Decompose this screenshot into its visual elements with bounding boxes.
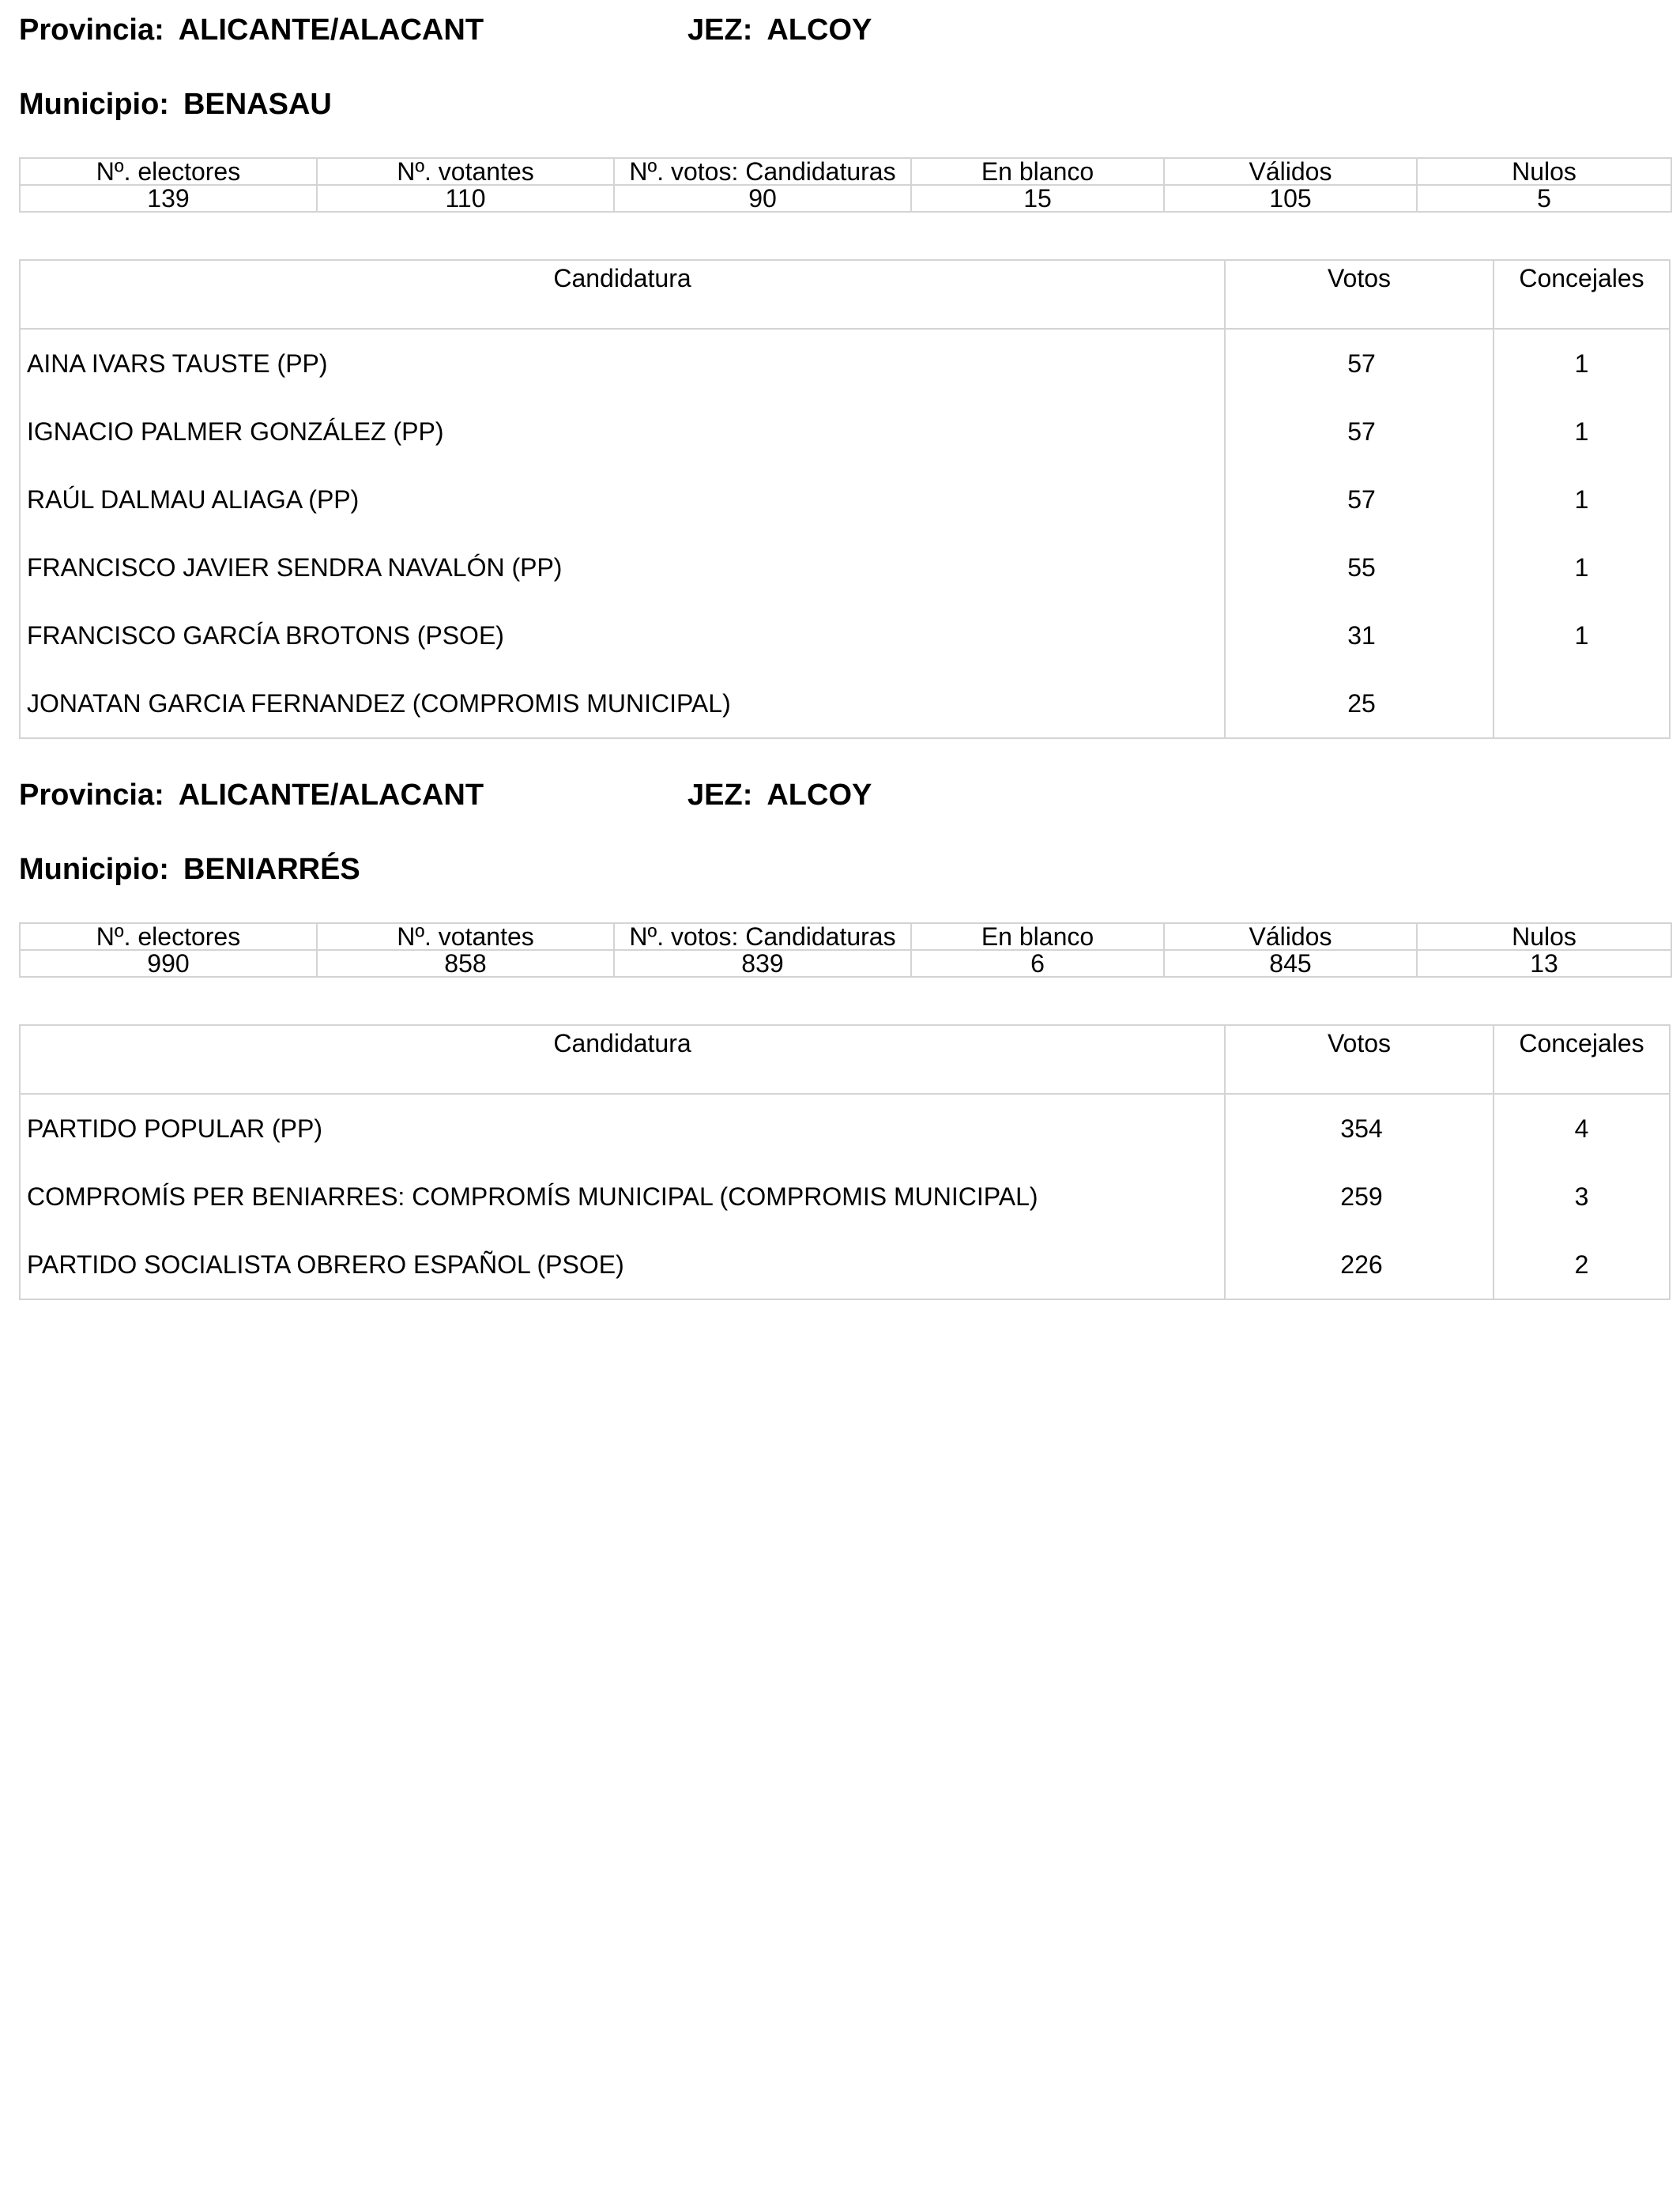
municipio-label: Municipio: <box>19 853 169 886</box>
summary-value-electores: 990 <box>20 950 317 977</box>
jez-value: ALCOY <box>767 13 872 47</box>
table-row <box>20 1163 1670 1231</box>
summary-table <box>19 922 1672 978</box>
summary-value-validos: 845 <box>1164 950 1417 977</box>
votos-cell: 55 <box>1225 533 1494 601</box>
votos-cell: 57 <box>1225 398 1494 466</box>
summary-header-votos-candidaturas: Nº. votos: Candidaturas <box>614 158 911 185</box>
table-row <box>20 533 1670 601</box>
candidatura-cell: PARTIDO POPULAR (PP) <box>20 1094 1225 1163</box>
votos-cell: 259 <box>1225 1163 1494 1231</box>
summary-value-nulos: 13 <box>1417 950 1671 977</box>
concejales-cell: 2 <box>1494 1231 1670 1299</box>
provincia-label: Provincia: <box>19 778 164 812</box>
concejales-cell: 1 <box>1494 601 1670 669</box>
summary-header-validos: Válidos <box>1164 158 1417 185</box>
summary-value-votos-candidaturas: 839 <box>614 950 911 977</box>
jez-label: JEZ: <box>687 13 753 47</box>
summary-header-nulos: Nulos <box>1417 158 1671 185</box>
summary-value-electores: 139 <box>20 185 317 212</box>
header-concejales: Concejales <box>1494 260 1670 329</box>
summary-value-validos: 105 <box>1164 185 1417 212</box>
header-candidatura: Candidatura <box>20 1025 1225 1094</box>
municipio-value: BENASAU <box>183 88 332 121</box>
summary-value-row <box>20 950 1671 977</box>
header-concejales: Concejales <box>1494 1025 1670 1094</box>
votos-cell: 25 <box>1225 669 1494 738</box>
municipio-line <box>19 85 332 123</box>
provincia-value: ALICANTE/ALACANT <box>178 13 484 47</box>
summary-value-votantes: 858 <box>317 950 614 977</box>
concejales-cell: 4 <box>1494 1094 1670 1163</box>
summary-header-votantes: Nº. votantes <box>317 158 614 185</box>
summary-value-en-blanco: 6 <box>911 950 1164 977</box>
concejales-cell: 1 <box>1494 533 1670 601</box>
votos-cell: 57 <box>1225 329 1494 398</box>
header-votos: Votos <box>1225 1025 1494 1094</box>
summary-header-en-blanco: En blanco <box>911 158 1164 185</box>
table-row <box>20 329 1670 398</box>
municipio-line <box>19 850 360 888</box>
summary-header-votos-candidaturas: Nº. votos: Candidaturas <box>614 923 911 950</box>
summary-value-en-blanco: 15 <box>911 185 1164 212</box>
concejales-cell: 1 <box>1494 329 1670 398</box>
concejales-cell: 1 <box>1494 398 1670 466</box>
table-row <box>20 601 1670 669</box>
summary-header-votantes: Nº. votantes <box>317 923 614 950</box>
votos-cell: 31 <box>1225 601 1494 669</box>
table-row <box>20 466 1670 533</box>
results-table <box>19 1024 1671 1300</box>
jez-label: JEZ: <box>687 778 753 812</box>
table-row <box>20 398 1670 466</box>
candidatura-cell: FRANCISCO JAVIER SENDRA NAVALÓN (PP) <box>20 533 1225 601</box>
jez-value: ALCOY <box>767 778 872 812</box>
candidatura-cell: IGNACIO PALMER GONZÁLEZ (PP) <box>20 398 1225 466</box>
votos-cell: 57 <box>1225 466 1494 533</box>
candidatura-cell: JONATAN GARCIA FERNANDEZ (COMPROMIS MUNICIPAL) <box>20 669 1225 738</box>
summary-header-row <box>20 158 1671 185</box>
header-votos: Votos <box>1225 260 1494 329</box>
header-candidatura: Candidatura <box>20 260 1225 329</box>
candidatura-cell: AINA IVARS TAUSTE (PP) <box>20 329 1225 398</box>
summary-header-electores: Nº. electores <box>20 158 317 185</box>
summary-header-electores: Nº. electores <box>20 923 317 950</box>
concejales-cell: 3 <box>1494 1163 1670 1231</box>
summary-header-nulos: Nulos <box>1417 923 1671 950</box>
summary-header-row <box>20 923 1671 950</box>
summary-header-validos: Válidos <box>1164 923 1417 950</box>
candidatura-cell: PARTIDO SOCIALISTA OBRERO ESPAÑOL (PSOE) <box>20 1231 1225 1299</box>
jez-block <box>687 776 872 814</box>
candidatura-cell: FRANCISCO GARCÍA BROTONS (PSOE) <box>20 601 1225 669</box>
results-table <box>19 259 1671 739</box>
summary-table <box>19 157 1672 213</box>
concejales-cell: 1 <box>1494 466 1670 533</box>
summary-value-votos-candidaturas: 90 <box>614 185 911 212</box>
results-header-row <box>20 1025 1670 1094</box>
summary-value-nulos: 5 <box>1417 185 1671 212</box>
candidatura-cell: COMPROMÍS PER BENIARRES: COMPROMÍS MUNICIPAL (COMPROMIS MUNICIPAL) <box>20 1163 1225 1231</box>
jez-block <box>687 11 872 49</box>
table-row <box>20 669 1670 738</box>
provincia-line <box>19 776 872 814</box>
provincia-label: Provincia: <box>19 13 164 47</box>
votos-cell: 226 <box>1225 1231 1494 1299</box>
provincia-value: ALICANTE/ALACANT <box>178 778 484 812</box>
table-row <box>20 1231 1670 1299</box>
provincia-line <box>19 11 872 49</box>
table-row <box>20 1094 1670 1163</box>
concejales-cell <box>1494 669 1670 738</box>
candidatura-cell: RAÚL DALMAU ALIAGA (PP) <box>20 466 1225 533</box>
results-header-row <box>20 260 1670 329</box>
summary-value-votantes: 110 <box>317 185 614 212</box>
municipio-label: Municipio: <box>19 88 169 121</box>
summary-header-en-blanco: En blanco <box>911 923 1164 950</box>
summary-value-row <box>20 185 1671 212</box>
municipio-value: BENIARRÉS <box>183 853 360 886</box>
votos-cell: 354 <box>1225 1094 1494 1163</box>
